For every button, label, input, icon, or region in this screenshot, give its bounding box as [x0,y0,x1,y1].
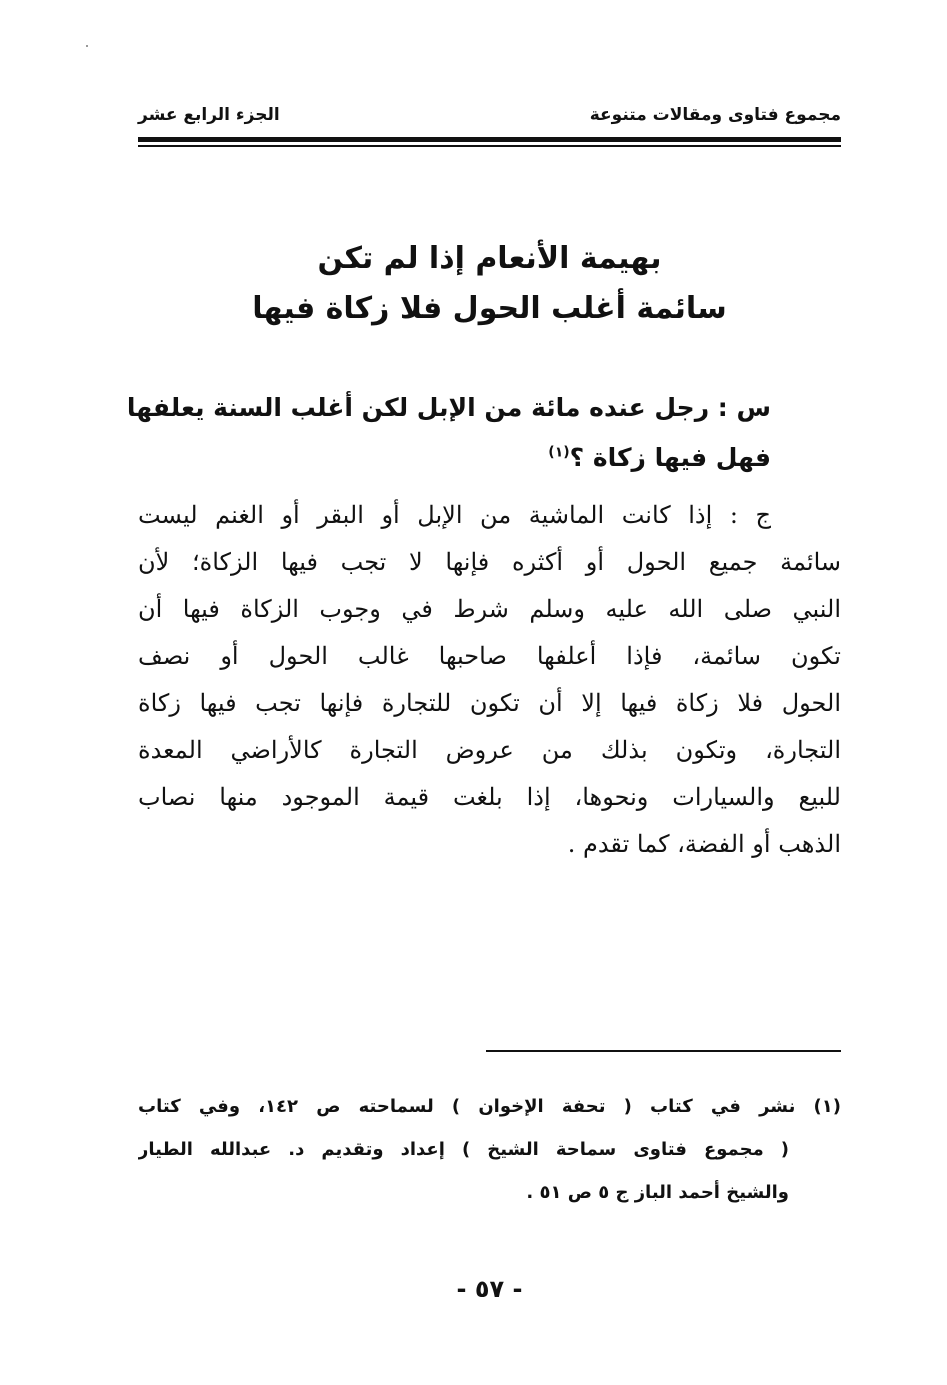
question-line-2 [138,433,841,483]
answer-line: الذهب أو الفضة، كما تقدم . [567,830,841,858]
footnote-line: (١) نشر في كتاب ( تحفة الإخوان ) لسماحته ص ١٤٢، وفي كتاب [138,1096,841,1117]
title-line-1: بهيمة الأنعام إذا لم تكن [317,241,662,276]
answer-line: ج : إذا كانت الماشية من الإبل أو البقر أو الغنم ليست [138,501,771,529]
title-line-2: سائمة أغلب الحول فلا زكاة فيها [252,291,727,326]
scan-speck [86,45,88,47]
section-title [138,234,841,334]
answer-block [138,492,841,868]
header-rule-thick [138,137,841,142]
question-line-1: س : رجل عنده مائة من الإبل لكن أغلب السنة يعلفها [126,393,771,422]
question-block [126,383,841,483]
page-number: - ٥٧ - [456,1275,523,1303]
answer-line: تكون سائمة، فإذا أعلفها صاحبها غالب الحول أو نصف [138,642,841,670]
answer-line: سائمة جميع الحول أو أكثره فإنها لا تجب فيها الزكاة؛ لأن [138,548,841,576]
header-rule-thin [138,145,841,147]
header-book-title: مجموع فتاوى ومقالات متنوعة [589,105,841,125]
question-line-2-text: فهل فيها زكاة ؟ [569,443,771,472]
footnote-block [138,1085,841,1214]
footnote-line: والشيخ أحمد الباز ج ٥ ص ٥١ . [526,1182,789,1203]
answer-line: للبيع والسيارات ونحوها، إذا بلغت قيمة الموجود منها نصاب [138,783,841,811]
header-volume: الجزء الرابع عشر [138,105,280,125]
running-header [138,103,841,131]
footnote-separator [486,1050,841,1052]
footnote-line: ( مجموع فتاوى سماحة الشيخ ) إعداد وتقديم د. عبدالله الطيار [138,1139,789,1160]
answer-line: الحول فلا زكاة فيها إلا أن تكون للتجارة فإنها تجب فيها زكاة [138,689,841,717]
answer-line: النبي صلى الله عليه وسلم شرط في وجوب الزكاة فيها أن [138,595,841,623]
footnote-reference: (١) [548,444,570,461]
answer-line: التجارة، وتكون بذلك من عروض التجارة كالأراضي المعدة [138,736,841,764]
